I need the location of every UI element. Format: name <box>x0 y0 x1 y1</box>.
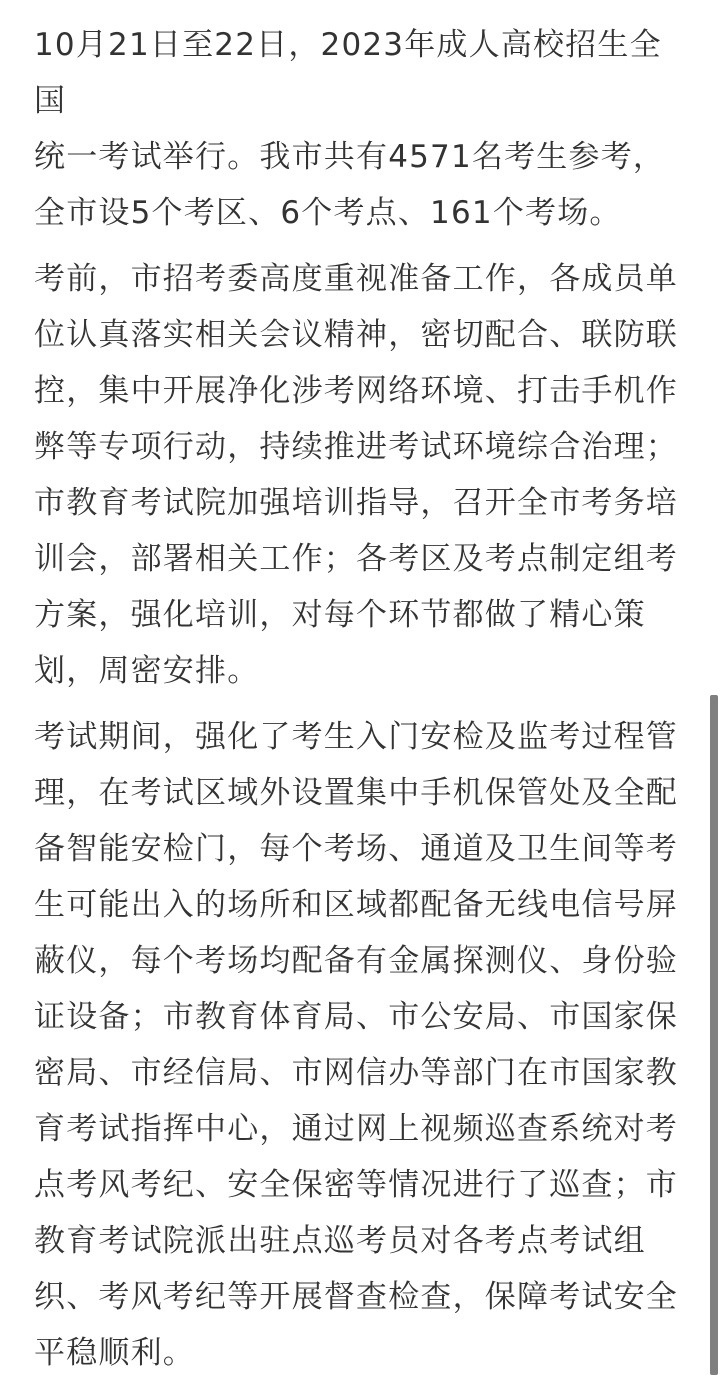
scrollbar[interactable] <box>710 695 718 1375</box>
article-paragraph-3: 考试期间，强化了考生入门安检及监考过程管 理，在考试区域外设置集中手机保管处及全配 备智能安检门，每个考场、通道及卫生间等考 生可能出入的场所和区域都配备无线电信号屏 蔽仪，每个考场均配备有金属探测仪、身份验 证设备；市教育体育局、市公安局、市国家保 密局、市经信局、市网信办等部门在市国家教 育考试指挥中心，通过网上视频巡查系统对考 点考风考纪、安全保密等情况进行了巡查；市 教育考试院派出驻点巡考员对各考点考试组 织、考风考纪等开展督查检查，保障考试安全 平稳顺利。 <box>34 719 678 1371</box>
article-paragraph-1: 10月21日至22日，2023年成人高校招生全国 统一考试举行。我市共有4571名考生参考， 全市设5个考区、6个考点、161个考场。 <box>34 27 666 231</box>
article-paragraph-2: 考前，市招考委高度重视准备工作，各成员单 位认真落实相关会议精神，密切配合、联防联 控，集中开展净化涉考网络环境、打击手机作 弊等专项行动，持续推进考试环境综合治理； 市教育考试院加强培训指导，召开全市考务培 训会，部署相关工作；各考区及考点制定组考 方案，强化培训，对每个环节都做了精心策 划，周密安排。 <box>34 261 678 689</box>
